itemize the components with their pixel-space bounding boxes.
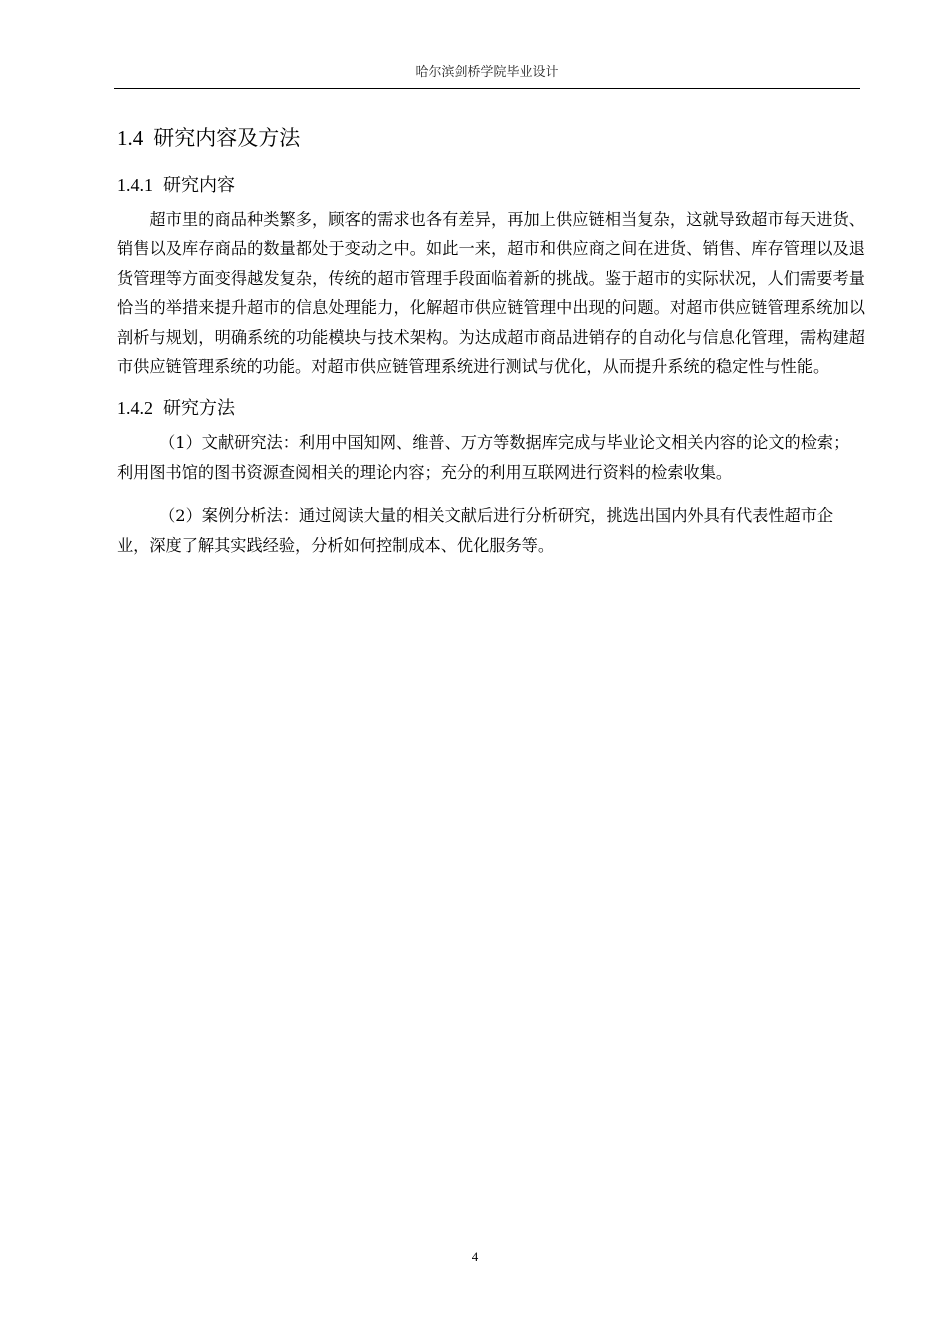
section-number: 1.4 (117, 126, 144, 150)
header-divider (114, 88, 860, 89)
research-content-paragraph: 超市里的商品种类繁多，顾客的需求也各有差异，再加上供应链相当复杂，这就导致超市每天进货、销售以及库存商品的数量都处于变动之中。如此一来，超市和供应商之间在进货、销售、库存管理以及退货管理等方面变得越发复杂，传统的超市管理手段面临着新的挑战。鉴于超市的实际状况，人们需要考量恰当的举措来提升超市的信息处理能力，化解超市供应链管理中出现的问题。对超市供应链管理系统加以剖析与规划，明确系统的功能模块与技术架构。为达成超市商品进销存的自动化与信息化管理，需构建超市供应链管理系统的功能。对超市供应链管理系统进行测试与优化，从而提升系统的稳定性与性能。 (117, 210, 865, 377)
subsection-heading-research-content (117, 170, 865, 201)
method-item-literature: （1）文献研究法：利用中国知网、维普、万方等数据库完成与毕业论文相关内容的论文的检索；利用图书馆的图书资源查阅相关的理论内容；充分的利用互联网进行资料的检索收集。 (117, 433, 850, 482)
subsection-heading-research-method (117, 393, 865, 424)
method-item-case-analysis: （2）案例分析法：通过阅读大量的相关文献后进行分析研究，挑选出国内外具有代表性超市企业，深度了解其实践经验，分析如何控制成本、优化服务等。 (117, 506, 834, 555)
subsection-number: 1.4.1 (117, 175, 153, 195)
page-header: 哈尔滨剑桥学院毕业设计 (415, 65, 559, 80)
page-number: 4 (471, 1249, 479, 1264)
page-content (117, 120, 865, 574)
subsection-title: 研究内容 (163, 175, 235, 196)
subsection-number: 1.4.2 (117, 398, 153, 419)
subsection-title: 研究方法 (163, 398, 235, 420)
section-heading (117, 120, 865, 156)
section-title: 研究内容及方法 (153, 126, 301, 150)
